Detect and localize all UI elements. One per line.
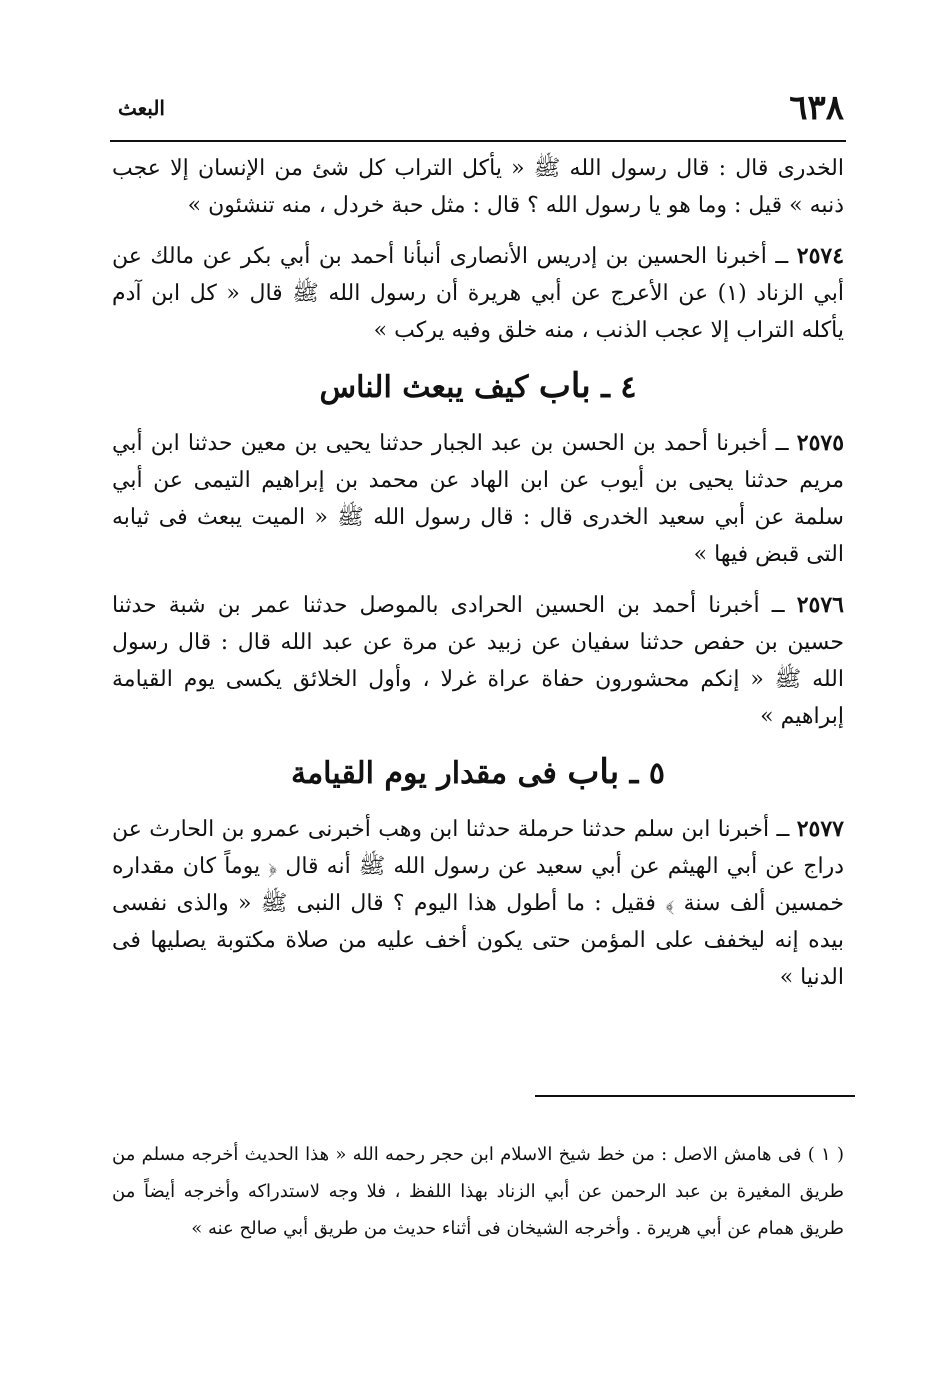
header-rule	[110, 140, 846, 142]
hadith-number: ٢٥٧٤	[796, 243, 845, 269]
footnote-rule	[535, 1095, 855, 1097]
chapter-heading-4	[112, 363, 844, 411]
chapter-number: ٤ ـ	[601, 370, 637, 405]
hadith-number: ٢٥٧٦	[796, 592, 844, 618]
chapter-heading-5	[112, 749, 844, 797]
footnote: ( ١ ) فى هامش الاصل : من خط شيخ الاسلام ابن حجر رحمه الله « هذا الحديث أخرجه مسلم من طريق المغيرة بن عبد الرحمن عن أبي الزناد بهذا اللفظ ، فلا وجه لاستدراكه وأخرجه أيضاً من طريق همام عن أبي هريرة . وأخرجه الشيخان فى أثناء حديث من طريق أبي صالح عنه »	[112, 1144, 845, 1239]
hadith-2577	[112, 811, 844, 996]
chapter-title: فى مقدار يوم القيامة	[290, 756, 557, 791]
page-body	[112, 150, 844, 1010]
hadith-text: ــ أخبرنا أحمد بن الحسن بن عبد الجبار حدثنا يحيى بن معين حدثنا ابن أبي مريم حدثنا يحيى بن أيوب عن ابن الهاد عن محمد بن إبراهيم التيمى عن أبي سلمة عن أبي سعيد الخدرى قال : قال رسول الله ﷺ « الميت يبعث فى ثيابه التى قبض فيها »	[112, 431, 844, 567]
bab-word: باب	[567, 752, 620, 792]
chapter-title: كيف يبعث الناس	[319, 370, 529, 405]
hadith-2574	[112, 238, 844, 349]
continued-paragraph: الخدرى قال : قال رسول الله ﷺ « يأكل التراب كل شئ من الإنسان إلا عجب ذنبه » قيل : وما هو يا رسول الله ؟ قال : مثل حبة خردل ، منه تنشئون »	[112, 156, 844, 218]
chapter-number: ٥ ـ	[629, 756, 666, 791]
running-title: البعث	[118, 96, 165, 120]
hadith-2576	[112, 587, 844, 735]
hadith-number: ٢٥٧٧	[796, 816, 844, 842]
bab-word: باب	[538, 366, 591, 406]
hadith-text: ــ أخبرنا أحمد بن الحسين الحرادى بالموصل حدثنا عمر بن شبة حدثنا حسين بن حفص حدثنا سفيان عن زبيد عن مرة عن عبد الله قال : قال رسول الله ﷺ « إنكم محشورون حفاة عراة غرلا ، وأول الخلائق يكسى يوم القيامة إبراهيم »	[112, 593, 844, 729]
page-number: ٦٣٨	[789, 88, 844, 128]
hadith-number: ٢٥٧٥	[796, 430, 845, 456]
page-header	[112, 88, 844, 138]
hadith-text: ــ أخبرنا الحسين بن إدريس الأنصارى أنبأنا أحمد بن أبي بكر عن مالك عن أبي الزناد (١) عن الأعرج عن أبي هريرة أن رسول الله ﷺ قال « كل ابن آدم يأكله التراب إلا عجب الذنب ، منه خلق وفيه يركب »	[112, 244, 845, 343]
hadith-text: ــ أخبرنا ابن سلم حدثنا حرملة حدثنا ابن وهب أخبرنى عمرو بن الحارث عن دراج عن أبي الهيثم عن أبي سعيد عن رسول الله ﷺ أنه قال ﴿ يوماً كان مقداره خمسين ألف سنة ﴾ فقيل : ما أطول هذا اليوم ؟ قال النبى ﷺ « والذى نفسى بيده إنه ليخفف على المؤمن حتى يكون أخف عليه من صلاة مكتوبة يصليها فى الدنيا »	[112, 817, 844, 990]
hadith-2575	[112, 425, 844, 573]
